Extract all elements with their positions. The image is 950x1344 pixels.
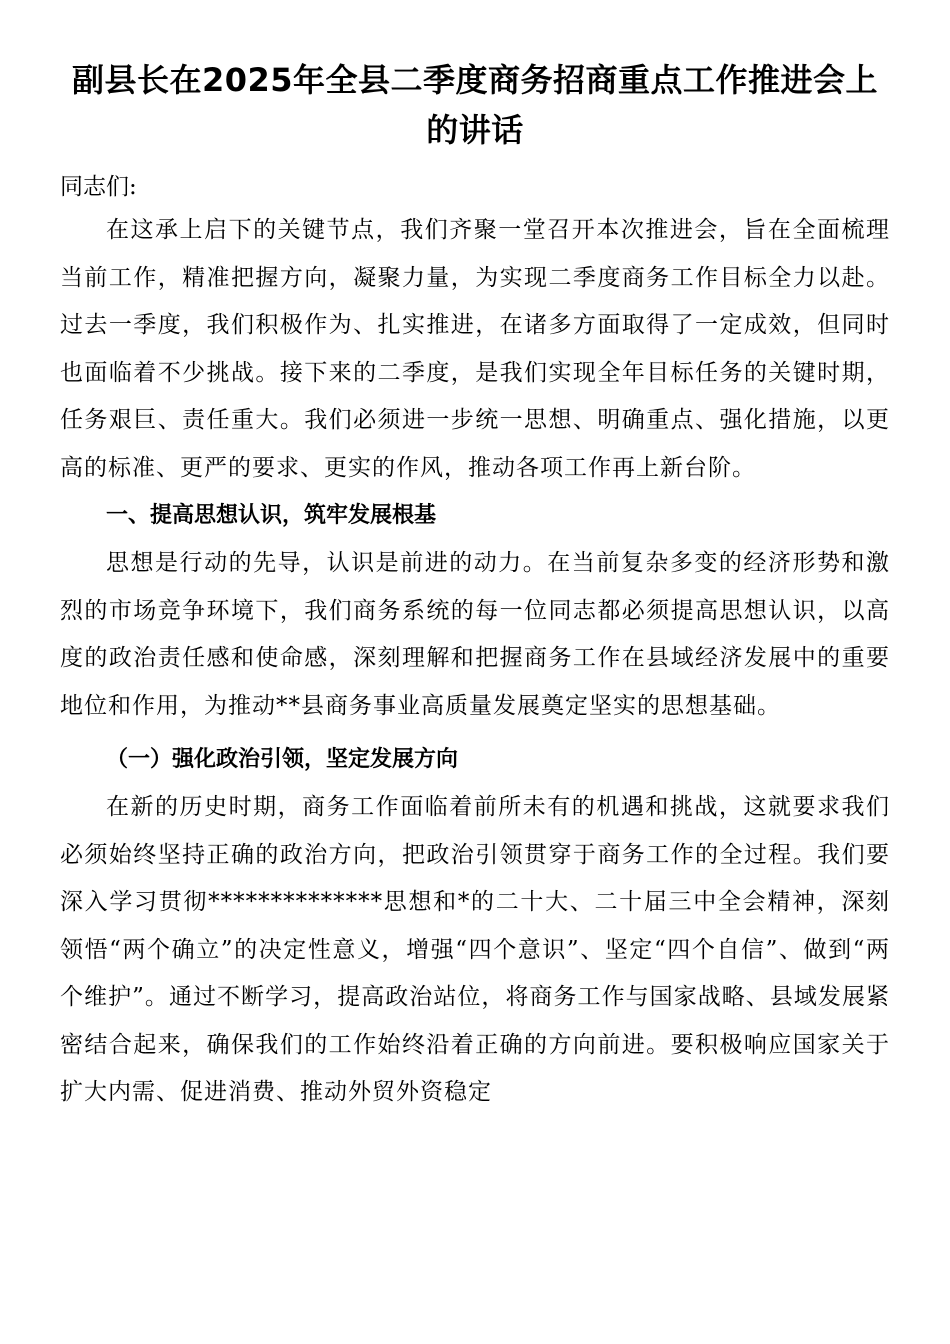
- section-heading-1: 一、提高思想认识，筑牢发展根基: [106, 503, 437, 528]
- salutation: 同志们:: [60, 174, 137, 200]
- paragraph-section-1: 思想是行动的先导，认识是前进的动力。在当前复杂多变的经济形势和激烈的市场竞争环境下，我们商务系统的每一位同志都必须提高思想认识，以高度的政治责任感和使命感，深刻理解和把握商务工作在县域经济发展中的重要地位和作用，为推动**县商务事业高质量发展奠定坚实的思想基础。: [60, 550, 890, 719]
- subsection-heading-1-1: （一）强化政治引领，坚定发展方向: [106, 747, 459, 772]
- document-page: [60, 55, 890, 1117]
- paragraph-subsection-1-1: 在新的历史时期，商务工作面临着前所未有的机遇和挑战，这就要求我们必须始终坚持正确的政治方向，把政治引领贯穿于商务工作的全过程。我们要深入学习贯彻**************思想和*的二十大、二十届三中全会精神，深刻领悟“两个确立”的决定性意义，增强“四个意识”、坚定“四个自信”、做到“两个维护”。通过不断学习，提高政治站位，将商务工作与国家战略、县域发展紧密结合起来，确保我们的工作始终沿着正确的方向前进。要积极响应国家关于扩大内需、促进消费、推动外贸外资稳定: [60, 794, 890, 1105]
- paragraph-intro: 在这承上启下的关键节点，我们齐聚一堂召开本次推进会，旨在全面梳理当前工作，精准把握方向，凝聚力量，为实现二季度商务工作目标全力以赴。过去一季度，我们积极作为、扎实推进，在诸多方面取得了一定成效，但同时也面临着不少挑战。接下来的二季度，是我们实现全年目标任务的关键时期，任务艰巨、责任重大。我们必须进一步统一思想、明确重点、强化措施，以更高的标准、更严的要求、更实的作风，推动各项工作再上新台阶。: [60, 217, 890, 481]
- document-title: 副县长在2025年全县二季度商务招商重点工作推进会上的讲话: [71, 61, 879, 149]
